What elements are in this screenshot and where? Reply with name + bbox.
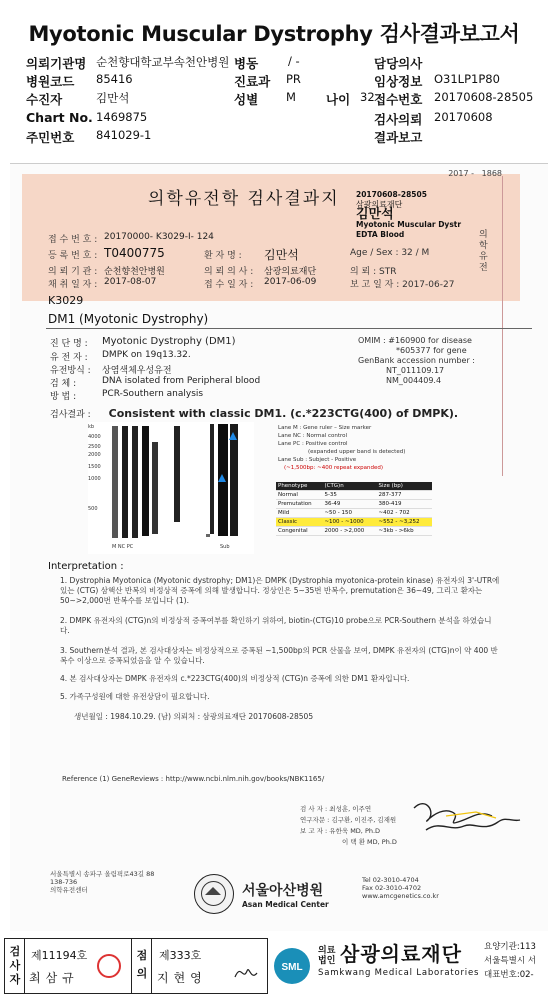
table-cell: Congenital <box>276 527 322 536</box>
dept-value: PR <box>286 72 301 86</box>
amc-english-name: Asan Medical Center <box>242 900 329 909</box>
detail-value: PCR-Southern analysis <box>102 389 204 399</box>
address-line: 의학유전센터 <box>50 886 88 894</box>
chart-value: 1469875 <box>96 110 148 124</box>
doctor-label: 담당의사 <box>374 56 423 71</box>
address-right <box>362 876 439 900</box>
receipt-label: 접수번호 <box>374 92 423 107</box>
address-line: 서울특별시 송파구 올림픽로43길 88 <box>50 870 155 878</box>
manager-name: 지현영 <box>157 971 207 985</box>
gel-size-label: 4000 <box>88 434 101 440</box>
age-value: 32 <box>360 90 375 104</box>
hospital-code-value: 85416 <box>96 72 133 86</box>
table-header: Size (bp) <box>377 482 432 491</box>
signature-line: 이 택 환 MD, Ph.D <box>342 838 397 846</box>
table-cell: Classic <box>276 518 322 527</box>
table-header: (CTG)n <box>322 482 376 491</box>
amc-name: 서울아산병원 <box>242 883 324 899</box>
form-title: 의학유전학 검사결과지 <box>148 189 340 209</box>
table-header-row <box>276 482 432 491</box>
detail-value: DMPK on 19q13.32. <box>102 350 191 360</box>
form-value: 순천향천안병원 <box>104 267 165 277</box>
brand-name: 삼광의료재단 <box>340 942 462 966</box>
age-label: 나이 <box>326 92 351 107</box>
table-row-highlighted <box>276 518 432 527</box>
interpretation-item: 4. 본 검사대상자는 DMPK 유전자의 c.*223CTG(400)의 비정상적 (CTG)n 증폭에 의한 DM1 환자입니다. <box>60 674 410 683</box>
omim-line: *605377 for gene <box>396 346 467 355</box>
facility-info-line: 요양기관:113 <box>484 942 536 952</box>
gel-lane-labels: M NC PC <box>112 544 134 550</box>
table-cell: ~50 - 150 <box>322 509 376 518</box>
legend-line: (expanded upper band is detected) <box>308 449 406 455</box>
form-value: 2017-06-09 <box>264 277 317 287</box>
handwritten-signature <box>406 786 536 846</box>
table-cell: 5-35 <box>322 491 376 500</box>
form-label: 등 록 번 호 : <box>48 251 98 261</box>
signature-line: 연구자문 : 김구환, 이진주, 김재원 <box>300 816 397 824</box>
table-cell: ~402 - 702 <box>377 509 432 518</box>
sml-logo-icon <box>272 940 312 992</box>
table-cell: Premutation <box>276 500 322 509</box>
table-cell: 2000 - >2,000 <box>322 527 376 536</box>
logo-text: SML <box>281 962 303 973</box>
patient-value: 김만석 <box>96 91 130 105</box>
barcode-receipt: 20170608-28505 <box>356 190 427 199</box>
facility-info-line: 대표번호:02- <box>484 970 534 980</box>
table-header: Phenotype <box>276 482 322 491</box>
barcode-org: 삼광의료재단 <box>356 200 403 209</box>
form-value: 20170000- K3029-Ⅰ- 124 <box>104 232 214 242</box>
request-label: 검사의뢰 <box>374 112 423 127</box>
result-label: 검사결과 : <box>50 410 91 420</box>
omim-info <box>358 336 475 386</box>
barcode-specimen: EDTA Blood <box>356 230 405 239</box>
legend-line: Lane Sub : Subject - Positive <box>278 457 357 463</box>
dept-label: 진료과 <box>234 74 271 89</box>
institution-label: 의뢰기관명 <box>26 56 87 71</box>
table-row <box>276 509 432 518</box>
manager-label-char: 점 <box>136 949 148 962</box>
form-label: 접 수 일 자 : <box>204 280 254 290</box>
form-value: 2017-08-07 <box>104 277 157 287</box>
interpretation-item: 2. DMPK 유전자의 (CTG)n의 비정상적 증폭여부를 확인하기 위하여, biotin-(CTG)10 probe으로 PCR-Southern 분석을 하였습니다. <box>60 616 492 635</box>
barcode-test: Myotonic Muscular Dystr <box>356 220 462 229</box>
id-value: 841029-1 <box>96 128 152 142</box>
chart-label: Chart No. <box>26 110 93 125</box>
org-type-line: 의료 <box>318 946 336 956</box>
form-label: 의 뢰 의 사 : <box>204 267 254 277</box>
form-label: 의 뢰 기 관 : <box>48 267 98 277</box>
table-cell: ~100 - ~1000 <box>322 518 376 527</box>
address-left <box>50 870 154 894</box>
southern-blot-image <box>88 422 254 554</box>
inspector-label-char: 자 <box>9 973 21 986</box>
facility-info <box>484 940 536 982</box>
report-title: Myotonic Muscular Dystrophy 검사결과보고서 <box>28 22 520 46</box>
omim-line: OMIM : #160900 for disease <box>358 336 472 345</box>
patient-label: 수진자 <box>26 92 63 107</box>
gel-size-label: 500 <box>88 506 98 512</box>
signatures <box>300 804 397 848</box>
inspector-seal-icon <box>97 954 121 978</box>
detail-label: 진 단 명 : <box>50 339 88 349</box>
divider <box>46 328 532 329</box>
seal-emblem-icon <box>195 875 232 912</box>
institution-value: 순천향대학교부속천안병원 <box>96 55 230 69</box>
manager-label-cell <box>132 939 152 993</box>
ward-label: 병동 <box>234 56 259 71</box>
hospital-code-label: 병원코드 <box>26 74 75 89</box>
gel-size-label: 1000 <box>88 476 101 482</box>
legend-line: Lane NC : Normal control <box>278 433 348 439</box>
approval-stamp-box <box>4 938 268 994</box>
gel-legend <box>278 424 448 472</box>
address-line: 138-736 <box>50 878 78 886</box>
detail-value: DNA isolated from Peripheral blood <box>102 376 261 386</box>
scanned-report <box>10 163 548 931</box>
receipt-value: 20170608-28505 <box>434 90 534 104</box>
facility-info-line: 서울특별시 서 <box>484 956 536 966</box>
inspector-label-char: 사 <box>9 959 21 972</box>
brand-english: Samkwang Medical Laboratories <box>318 968 480 978</box>
specimen-label <box>356 190 492 240</box>
inspector-label-cell <box>5 939 25 993</box>
legend-line: Lane M : Gene ruler – Size marker <box>278 425 372 431</box>
manager-label-char: 의 <box>136 967 148 980</box>
interpretation-title: Interpretation : <box>48 561 124 572</box>
gel-size-label: 2500 <box>88 444 101 450</box>
form-value: T0400775 <box>104 246 165 260</box>
gel-lanes <box>88 422 254 554</box>
form-value: Age / Sex : 32 / M <box>350 248 430 258</box>
form-value: 보 고 일 자 : 2017-06-27 <box>350 280 455 290</box>
result-value: Consistent with classic DM1. (c.*223CTG(400) of DMPK). <box>108 407 459 420</box>
omim-line: GenBank accession number : <box>358 356 475 365</box>
table-cell: 380-419 <box>377 500 432 509</box>
repeat-size-table <box>276 482 432 536</box>
detail-value: Myotonic Dystrophy (DM1) <box>102 336 236 347</box>
table-row <box>276 527 432 536</box>
gel-size-label: 2000 <box>88 452 101 458</box>
form-label: 채 취 일 자 : <box>48 280 98 290</box>
signature-line: 보 고 자 : 유한욱 MD, Ph.D <box>300 827 381 835</box>
interpretation-item: 3. Southern분석 결과, 본 검사대상자는 비정상적으로 증폭된 ~1,500bp의 PCR 산물을 보여, DMPK 유전자의 (CTG)n이 약 400 반복수 이상으로 증폭되었음을 알 수 있습니다. <box>60 646 498 665</box>
contact-line: Fax 02-3010-4702 <box>362 884 422 892</box>
sex-value: M <box>286 90 296 104</box>
test-name: DM1 (Myotonic Dystrophy) <box>48 312 209 326</box>
table-cell: ~552 - ~3,252 <box>377 518 432 527</box>
legend-line: Lane PC : Positive control <box>278 441 348 447</box>
table-cell: ~3kb - >6kb <box>377 527 432 536</box>
doc-number-suffix: 1868 <box>481 169 502 178</box>
inspector-license: 제11194호 <box>31 949 88 962</box>
detail-label: 유 전 자 : <box>50 353 88 363</box>
gel-size-label: 1500 <box>88 464 101 470</box>
form-label: 환 자 명 : <box>204 251 242 261</box>
org-type-line: 법인 <box>318 956 336 966</box>
test-code: K3029 <box>48 294 84 307</box>
table-cell: Normal <box>276 491 322 500</box>
result-line <box>50 407 458 420</box>
side-tab <box>502 176 512 476</box>
footer <box>0 934 548 1000</box>
manager-license: 제333호 <box>159 949 202 962</box>
manager-signature <box>231 957 261 987</box>
form-value: 의 뢰 : STR <box>350 267 397 277</box>
detail-value: 상염색체우성유전 <box>102 366 172 376</box>
interpretation-item: 1. Dystrophia Myotonica (Myotonic dystrophy; DM1)은 DMPK (Dystrophia myotonica-protein kinase) 유전자의 3'-UTR에 있는 (CTG) 삼핵산 반복의 비정상적 증폭에 의해 발생합니다. 정상인은 5~35번 반복수, premutation은 36~49, 그리고 환자는 50~>2,000번 반복수를 보입니다 (1). <box>60 576 500 605</box>
amc-seal-icon <box>194 874 234 914</box>
request-value: 20170608 <box>434 110 493 124</box>
clinical-label: 임상정보 <box>374 74 423 89</box>
side-vertical-text: 의학유전 <box>479 230 488 273</box>
gel-kb-label: kb <box>88 424 95 430</box>
form-value: 삼광의료재단 <box>264 267 317 277</box>
contact-line: www.amcgenetics.co.kr <box>362 892 439 900</box>
legend-expanded: (~1,500bp: ~400 repeat expanded) <box>284 465 384 471</box>
detail-label: 유전방식 : <box>50 366 91 376</box>
gel-sub-label: Sub <box>220 544 230 550</box>
table-row <box>276 491 432 500</box>
signature-line: 검 사 자 : 최성훈, 이주연 <box>300 805 372 813</box>
birth-and-requester: 생년월일 : 1984.10.29. (남) 의뢰처 : 삼광의료재단 20170608-28505 <box>74 712 314 721</box>
omim-line: NM_004409.4 <box>386 376 442 385</box>
form-value: 김만석 <box>264 248 299 262</box>
ward-value: / - <box>288 54 300 68</box>
table-cell: 36-49 <box>322 500 376 509</box>
barcode-name: 김만석 <box>356 207 394 222</box>
doc-number: 2017 - <box>448 169 474 178</box>
opinion-label: 결과보고 <box>374 130 423 145</box>
inspector-label-char: 검 <box>9 945 21 958</box>
form-label: 접 수 번 호 : <box>48 235 98 245</box>
clinical-value: O31LP1P80 <box>434 72 500 86</box>
reference: Reference (1) GeneReviews : http://www.ncbi.nlm.nih.gov/books/NBK1165/ <box>62 775 325 783</box>
sex-label: 성별 <box>234 92 259 107</box>
detail-label: 검 체 : <box>50 379 77 389</box>
detail-label: 방 법 : <box>50 392 77 402</box>
table-cell: Mild <box>276 509 322 518</box>
table-row <box>276 500 432 509</box>
table-cell: 287-377 <box>377 491 432 500</box>
omim-line: NT_011109.17 <box>386 366 445 375</box>
org-type <box>318 946 338 966</box>
interpretation-item: 5. 가족구성원에 대한 유전상담이 필요합니다. <box>60 692 210 701</box>
contact-line: Tel 02-3010-4704 <box>362 876 419 884</box>
id-label: 주민번호 <box>26 130 75 145</box>
inspector-name: 최삼규 <box>29 971 79 985</box>
